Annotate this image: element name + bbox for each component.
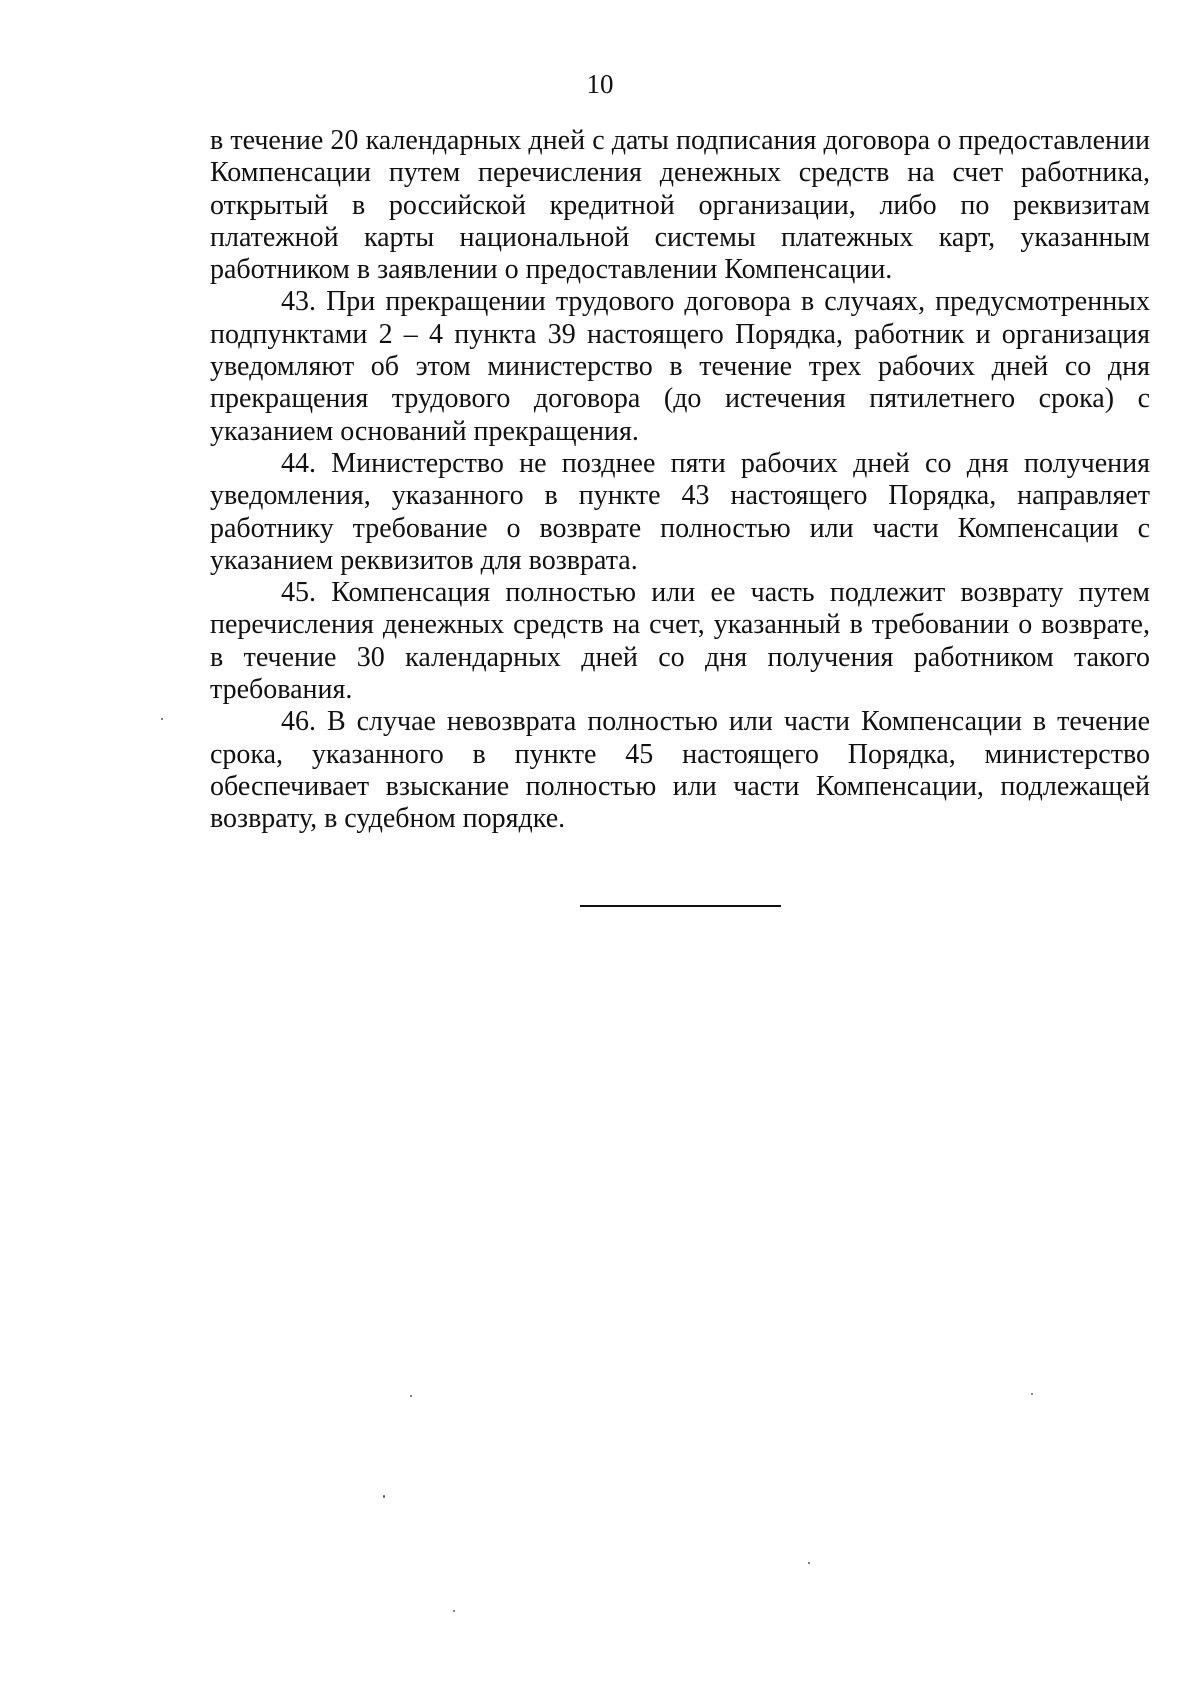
paragraph-continuation: в течение 20 календарных дней с даты подписания договора о предоставлении Компенсации путем перечисления денежных средств на счет работника, открытый в российской кредитной организации, либо по реквизитам платежной карты национальной системы платежных карт, указанным работником в заявлении о предоставлении Компенсации.: [210, 125, 1150, 286]
scan-speck: [808, 1562, 810, 1564]
page-number: 10: [586, 69, 614, 99]
scan-speck: [161, 718, 163, 720]
document-body: [210, 125, 1150, 836]
paragraph-46: 46. В случае невозврата полностью или части Компенсации в течение срока, указанного в пункте 45 настоящего Порядка, министерство обеспечивает взыскание полностью или части Компенсации, подлежащей возврату, в судебном порядке.: [210, 706, 1150, 835]
scan-speck: [1031, 1393, 1033, 1395]
scan-speck: [453, 1610, 455, 1612]
end-of-text-rule: [580, 905, 781, 907]
paragraph-45: 45. Компенсация полностью или ее часть подлежит возврату путем перечисления денежных средств на счет, указанный в требовании о возврате, в течение 30 календарных дней со дня получения работником такого требования.: [210, 577, 1150, 706]
scan-speck: [383, 1495, 385, 1498]
paragraph-43: 43. При прекращении трудового договора в случаях, предусмотренных подпунктами 2 – 4 пункта 39 настоящего Порядка, работник и организация уведомляют об этом министерство в течение трех рабочих дней со дня прекращения трудового договора (до истечения пятилетнего срока) с указанием оснований прекращения.: [210, 286, 1150, 447]
paragraph-44: 44. Министерство не позднее пяти рабочих дней со дня получения уведомления, указанного в пункте 43 настоящего Порядка, направляет работнику требование о возврате полностью или части Компенсации с указанием реквизитов для возврата.: [210, 447, 1150, 576]
scan-speck: [410, 1395, 412, 1397]
